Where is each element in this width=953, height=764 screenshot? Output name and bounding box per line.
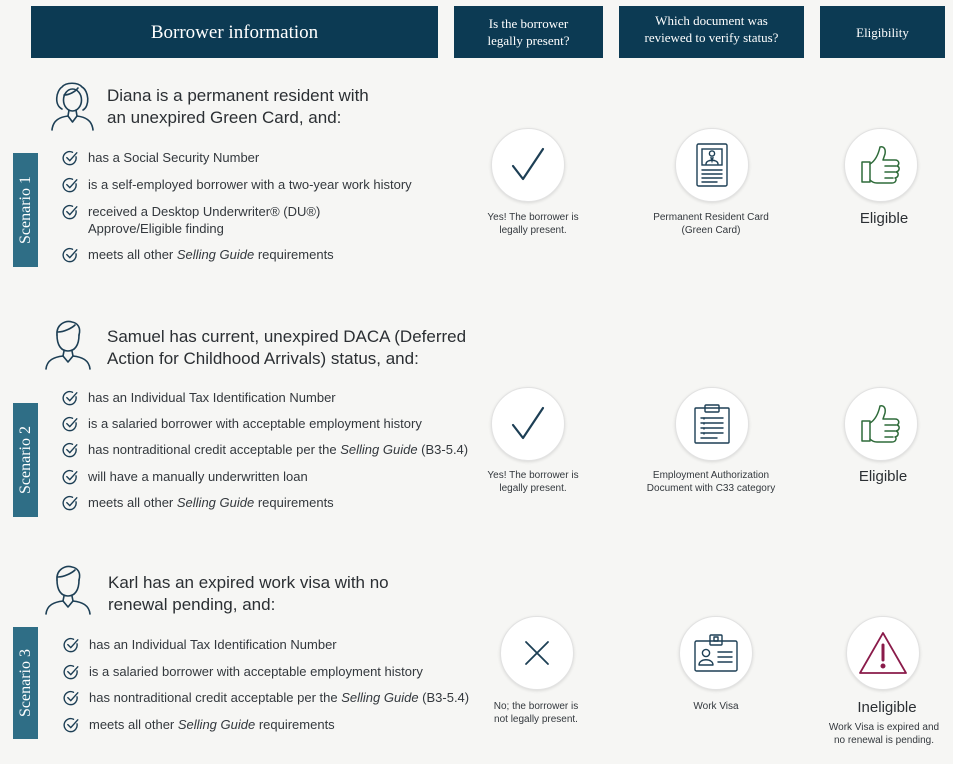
item-text-italic: Selling Guide [340, 442, 418, 457]
scenario-1-legal-line1: Yes! The borrower is [487, 212, 579, 223]
x-icon [522, 638, 552, 668]
scenario-2-item-text: will have a manually underwritten loan [88, 469, 308, 484]
item-text-italic: Selling Guide [176, 247, 255, 262]
woman-avatar-icon [48, 79, 98, 131]
scenario-2-document-line2: Document with C33 category [646, 483, 776, 494]
warning-icon [857, 630, 909, 676]
scenario-1-intro-line1: Diana is a permanent resident with [107, 86, 369, 105]
check-circle-icon [62, 495, 88, 511]
header-document-line2: reviewed to verify status? [644, 30, 779, 45]
scenario-1-tab-label: Scenario 1 [16, 176, 34, 244]
id-card-icon [695, 142, 729, 188]
checkmark-icon [508, 404, 548, 444]
item-text-italic: Selling Guide [177, 717, 256, 732]
scenario-1-item [62, 149, 259, 166]
scenario-3-tab [13, 627, 38, 739]
scenario-3-legal-line1: No; the borrower is [493, 701, 579, 712]
scenario-3-legal-status-circle [500, 616, 574, 690]
scenario-1-legal-line2: legally present. [499, 225, 567, 236]
scenario-3-intro-line2: renewal pending, and: [108, 595, 276, 614]
scenario-1-document-circle [675, 128, 749, 202]
item-text-post: (B3-5.4) [418, 690, 470, 705]
header-eligibility-label: Eligibility [856, 24, 909, 40]
scenario-3-tab-label: Scenario 3 [16, 649, 34, 717]
scenario-3-eligibility-circle [846, 616, 920, 690]
clipboard-document-icon [692, 403, 732, 445]
scenario-3-item [63, 689, 469, 706]
scenario-3-document-circle [679, 616, 753, 690]
scenario-1-intro [107, 85, 369, 129]
scenario-2-item [62, 441, 468, 458]
scenario-3-intro-line1: Karl has an expired work visa with no [108, 573, 389, 592]
scenario-3-item [63, 636, 337, 653]
scenario-2-legal-line1: Yes! The borrower is [487, 470, 579, 481]
check-circle-icon [63, 664, 89, 680]
scenario-3-eligibility-note-line2: no renewal is pending. [833, 735, 935, 746]
checkmark-icon [508, 145, 548, 185]
scenario-2-eligibility-label: Eligible [858, 468, 908, 485]
scenario-1-item-text-line2: Approve/Eligible finding [88, 221, 224, 236]
scenario-1-item-text: is a self-employed borrower with a two-year work history [88, 177, 412, 192]
check-circle-icon [62, 204, 88, 220]
man-avatar-icon [42, 318, 94, 370]
scenario-2-legal-line2: legally present. [499, 483, 567, 494]
item-text-pre: meets all other [88, 495, 177, 510]
header-legally-present-line2: legally present? [487, 33, 570, 48]
scenario-2-item-text: has an Individual Tax Identification Number [88, 390, 336, 405]
thumbs-up-icon [859, 143, 903, 187]
header-legally-present [454, 6, 603, 58]
scenario-2-document-circle [675, 387, 749, 461]
scenario-1-item [62, 203, 320, 237]
item-text-post: requirements [254, 247, 334, 262]
header-document-reviewed [619, 6, 804, 58]
scenario-2-item [62, 415, 422, 432]
scenario-2-intro-line1: Samuel has current, unexpired DACA (Deferred [107, 327, 467, 346]
scenario-3-item-text: has an Individual Tax Identification Number [89, 637, 337, 652]
check-circle-icon [63, 690, 89, 706]
scenario-1-tab [13, 153, 38, 267]
scenario-2-tab [13, 403, 38, 517]
check-circle-icon [63, 717, 89, 733]
item-text-post: requirements [255, 717, 335, 732]
scenario-3-eligibility-note-line1: Work Visa is expired and [828, 722, 940, 733]
header-legally-present-line1: Is the borrower [488, 16, 569, 31]
scenario-2-eligibility-circle [844, 387, 918, 461]
man-avatar-icon [42, 563, 94, 615]
scenario-2-legal-status-circle [491, 387, 565, 461]
check-circle-icon [62, 150, 88, 166]
scenario-3-legal-line2: not legally present. [494, 714, 578, 725]
scenario-1-item [62, 176, 412, 193]
scenario-2-legal-caption [463, 469, 603, 495]
scenario-1-document-line1: Permanent Resident Card [653, 212, 769, 223]
scenario-1-item [62, 246, 334, 263]
scenario-1-item-text: has a Social Security Number [88, 150, 260, 165]
scenario-3-eligibility-note [814, 721, 953, 747]
scenario-2-item [62, 468, 308, 485]
item-text-italic: Selling Guide [176, 495, 255, 510]
scenario-2-document-caption [641, 469, 781, 495]
header-eligibility [820, 6, 945, 58]
thumbs-up-icon [859, 402, 903, 446]
scenario-1-document-caption [641, 211, 781, 237]
scenario-1-document-line2: (Green Card) [681, 225, 741, 236]
item-text-italic: Selling Guide [341, 690, 419, 705]
scenario-1-eligibility-circle [844, 128, 918, 202]
check-circle-icon [63, 637, 89, 653]
check-circle-icon [62, 390, 88, 406]
badge-card-icon [693, 633, 739, 673]
scenario-2-item [62, 494, 334, 511]
header-document-line1: Which document was [655, 13, 768, 28]
scenario-2-item-text: is a salaried borrower with acceptable employment history [88, 416, 422, 431]
item-text-pre: has nontraditional credit acceptable per the [88, 442, 341, 457]
scenario-3-legal-caption [466, 700, 606, 726]
scenario-1-intro-line2: an unexpired Green Card, and: [107, 108, 342, 127]
scenario-3-document-line1: Work Visa [693, 701, 739, 712]
check-circle-icon [62, 416, 88, 432]
check-circle-icon [62, 177, 88, 193]
scenario-2-document-line1: Employment Authorization [652, 470, 770, 481]
scenario-2-intro-line2: Action for Childhood Arrivals) status, and: [107, 349, 419, 368]
scenario-3-item [63, 716, 335, 733]
scenario-1-legal-caption [463, 211, 603, 237]
scenario-3-intro [108, 572, 389, 616]
item-text-post: requirements [254, 495, 334, 510]
scenario-1-eligibility-label: Eligible [859, 210, 909, 227]
scenario-3-document-caption [646, 700, 786, 713]
scenario-2-intro [107, 326, 466, 370]
item-text-pre: meets all other [88, 247, 177, 262]
item-text-post: (B3-5.4) [417, 442, 469, 457]
check-circle-icon [62, 469, 88, 485]
scenario-2-item [62, 389, 336, 406]
scenario-1-item-text-line1: received a Desktop Underwriter® (DU®) [88, 204, 321, 219]
scenario-1-legal-status-circle [491, 128, 565, 202]
scenario-2-tab-label: Scenario 2 [16, 426, 34, 494]
item-text-pre: meets all other [89, 717, 178, 732]
item-text-pre: has nontraditional credit acceptable per the [89, 690, 342, 705]
check-circle-icon [62, 442, 88, 458]
header-borrower-information [31, 6, 438, 58]
scenario-3-item-text: is a salaried borrower with acceptable employment history [89, 664, 423, 679]
scenario-3-eligibility-label: Ineligible [857, 699, 917, 716]
check-circle-icon [62, 247, 88, 263]
header-borrower-information-label: Borrower information [150, 21, 319, 43]
scenario-3-item [63, 663, 423, 680]
